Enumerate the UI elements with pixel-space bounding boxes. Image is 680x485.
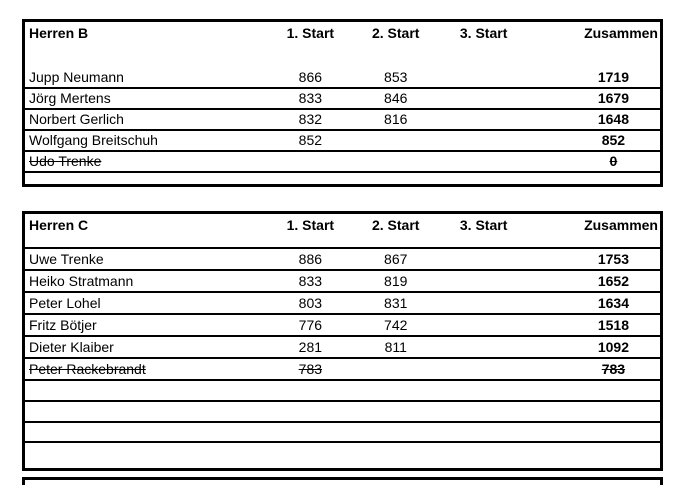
- start3-cell: [438, 130, 528, 151]
- empty-row: [24, 380, 662, 401]
- column-header-start1: 1. Start: [286, 217, 335, 233]
- table-row: [24, 248, 662, 270]
- player-name-cell: Fritz Bötjer: [24, 314, 268, 336]
- start2-cell: 867: [353, 248, 438, 270]
- start1-cell: 783: [268, 358, 353, 380]
- table-title: Herren C: [29, 217, 89, 233]
- empty-row-cell: [24, 172, 662, 186]
- start3-cell: [438, 151, 528, 172]
- start3-cell: [438, 314, 528, 336]
- start2-cell: 819: [353, 270, 438, 292]
- empty-row: [24, 401, 662, 422]
- start3-cell: [438, 67, 528, 88]
- start2-cell: [353, 130, 438, 151]
- start2-cell: 831: [353, 292, 438, 314]
- table-row: [24, 292, 662, 314]
- start1-cell: [268, 151, 353, 172]
- player-name-cell: Jörg Mertens: [24, 88, 268, 109]
- total-cell: 1652: [529, 270, 662, 292]
- start3-cell: [438, 336, 528, 358]
- start1-cell: 281: [268, 336, 353, 358]
- start1-cell: 866: [298, 68, 323, 85]
- empty-row: [24, 422, 662, 442]
- start2-cell: 816: [353, 109, 438, 130]
- player-name-cell: Peter Lohel: [24, 292, 268, 314]
- empty-row: [24, 442, 662, 470]
- table-row-struck: [24, 358, 662, 380]
- start2-cell: 742: [353, 314, 438, 336]
- total-cell: 783: [529, 358, 662, 380]
- empty-row-cell: [24, 401, 662, 422]
- table-row: [24, 270, 662, 292]
- total-cell: 1518: [529, 314, 662, 336]
- start1-cell: 886: [268, 248, 353, 270]
- table-row-struck: [24, 151, 662, 172]
- player-name-cell: Jupp Neumann: [29, 68, 124, 85]
- table-title: Herren B: [29, 25, 89, 41]
- next-table-partial: [22, 477, 663, 485]
- start2-cell: 853: [384, 68, 408, 85]
- player-name-cell: Norbert Gerlich: [24, 109, 268, 130]
- start3-cell: [438, 109, 528, 130]
- start2-cell: 846: [353, 88, 438, 109]
- column-header-start2: 2. Start: [371, 25, 420, 41]
- player-name-cell: Uwe Trenke: [24, 248, 268, 270]
- empty-row-cell: [24, 422, 662, 442]
- start3-cell: [438, 358, 528, 380]
- table-row: [24, 109, 662, 130]
- start2-cell: [353, 358, 438, 380]
- total-cell: 1092: [529, 336, 662, 358]
- herren-c-header-row: [24, 213, 662, 248]
- table-row: [24, 67, 662, 88]
- start3-cell: [438, 248, 528, 270]
- start3-cell: [438, 270, 528, 292]
- total-cell: 852: [529, 130, 662, 151]
- start3-cell: [438, 292, 528, 314]
- column-header-start2: 2. Start: [371, 217, 420, 233]
- start1-cell: 833: [268, 88, 353, 109]
- start1-cell: 852: [268, 130, 353, 151]
- column-header-total: Zusammen: [584, 217, 658, 233]
- player-name-cell: Dieter Klaiber: [24, 336, 268, 358]
- column-header-start3: 3. Start: [459, 25, 508, 41]
- total-cell: 1679: [529, 88, 662, 109]
- column-header-total: Zusammen: [584, 25, 658, 41]
- table-row: [24, 314, 662, 336]
- player-name-cell: Wolfgang Breitschuh: [24, 130, 268, 151]
- table-row: [24, 88, 662, 109]
- table-row: [24, 130, 662, 151]
- player-name-cell: Peter Rackebrandt: [24, 358, 268, 380]
- start2-cell: [353, 151, 438, 172]
- total-cell: 1634: [529, 292, 662, 314]
- empty-row-cell: [24, 380, 662, 401]
- start2-cell: 811: [353, 336, 438, 358]
- table-row: [24, 336, 662, 358]
- player-name-cell: Udo Trenke: [24, 151, 268, 172]
- total-cell: 1719: [597, 68, 629, 85]
- player-name-cell: Heiko Stratmann: [24, 270, 268, 292]
- start1-cell: 803: [268, 292, 353, 314]
- start1-cell: 832: [268, 109, 353, 130]
- start3-cell: [438, 88, 528, 109]
- start1-cell: 833: [268, 270, 353, 292]
- empty-row-cell: [24, 442, 662, 470]
- start1-cell: 776: [268, 314, 353, 336]
- column-header-start1: 1. Start: [286, 25, 335, 41]
- herren-b-header-row: [24, 21, 662, 67]
- total-cell: 1648: [529, 109, 662, 130]
- herren-b-table: [22, 19, 663, 187]
- herren-c-table: [22, 211, 663, 471]
- empty-row: [24, 172, 662, 186]
- column-header-start3: 3. Start: [459, 217, 508, 233]
- total-cell: 1753: [529, 248, 662, 270]
- total-cell: 0: [529, 151, 662, 172]
